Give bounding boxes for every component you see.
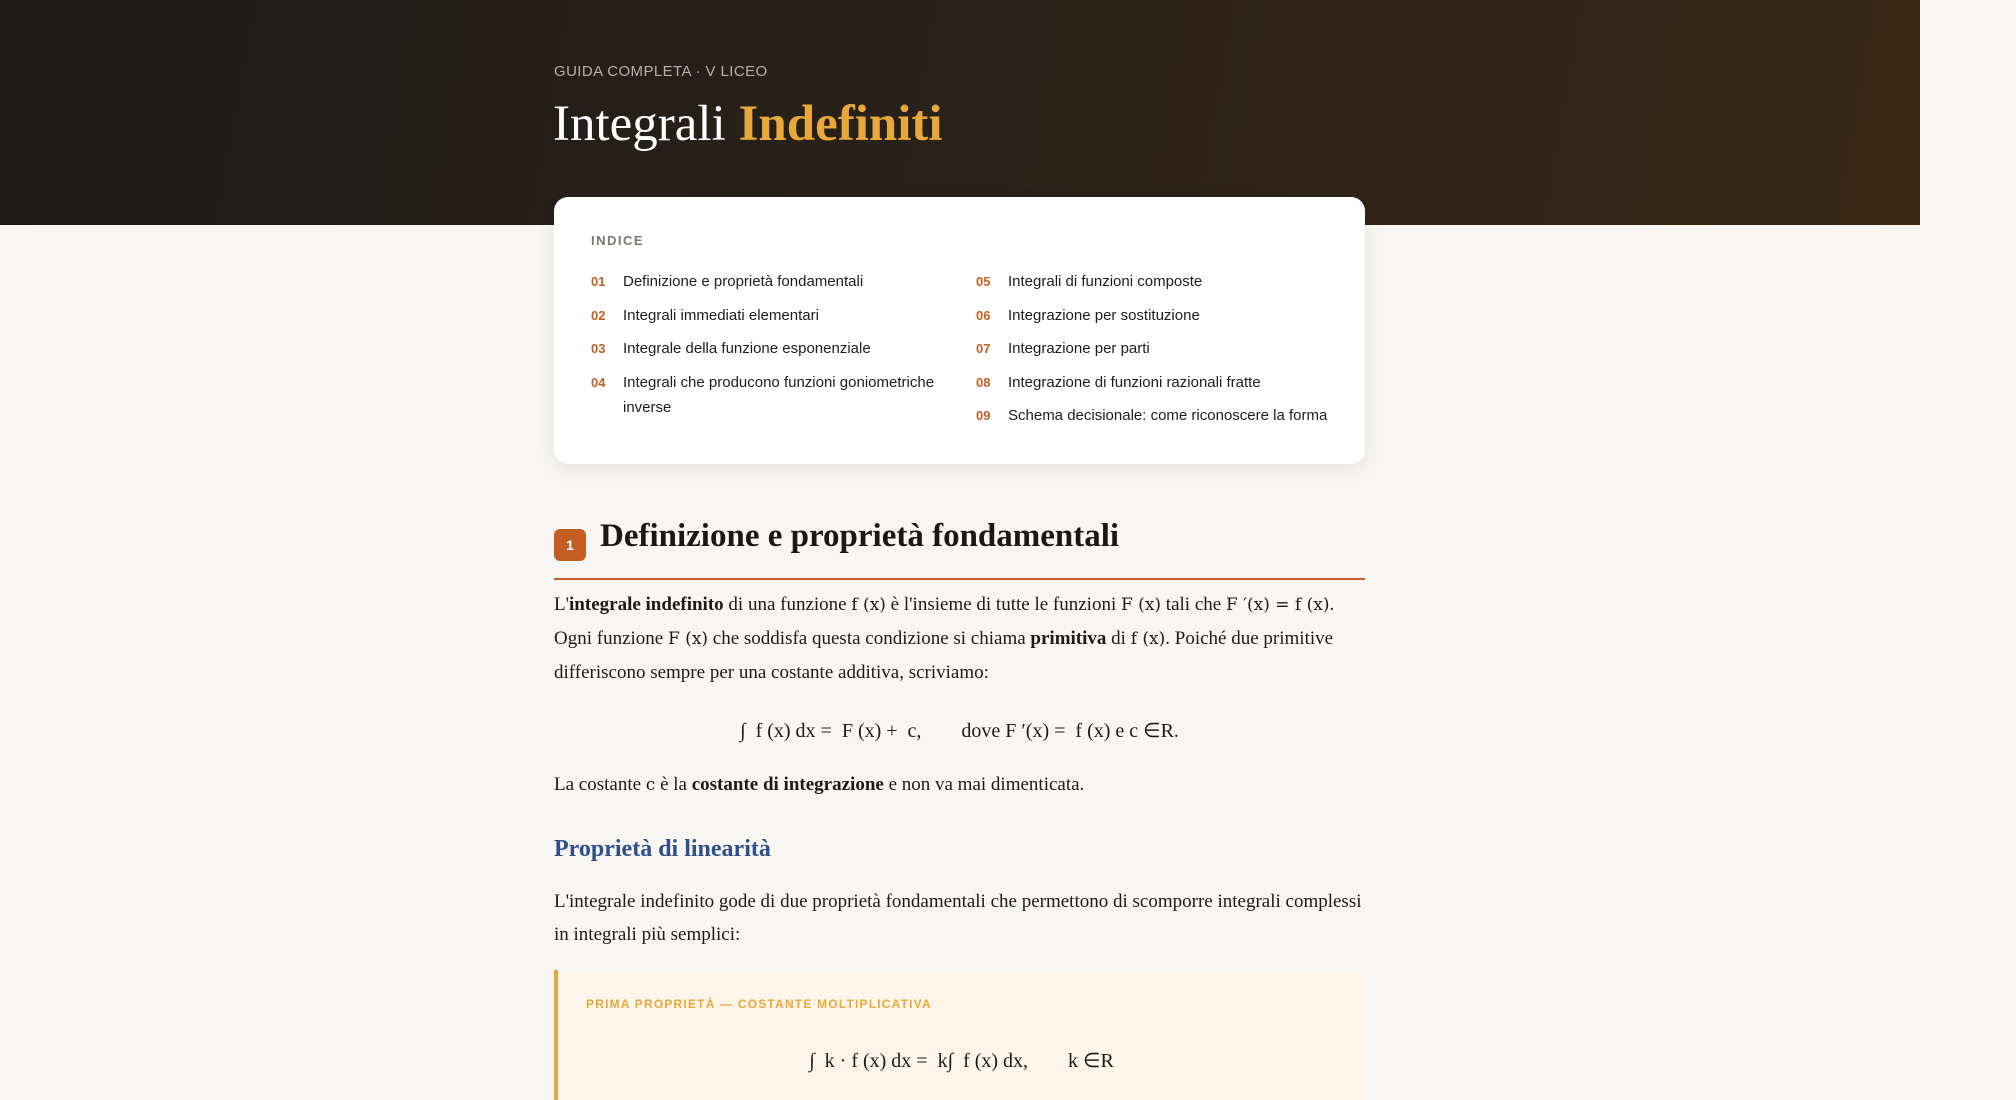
toc-link[interactable]: Integrazione per parti: [1008, 340, 1150, 357]
section-title: Definizione e proprietà fondamentali: [600, 518, 1120, 554]
toc-label: INDICE: [591, 233, 645, 248]
property-formula: ∫ k · f (x) dx = k∫ f (x) dx, k ∈R: [809, 1050, 1114, 1072]
subheading-linearity: Proprietà di linearità: [554, 836, 771, 862]
toc-item[interactable]: [591, 370, 941, 420]
integral-decoration-icon: ∫: [1860, 35, 2016, 384]
toc-num: 06: [976, 307, 991, 323]
toc-item[interactable]: [976, 403, 1346, 428]
section-number-badge: 1: [554, 529, 586, 561]
page-title: [553, 96, 943, 152]
linearity-paragraph: L'integrale indefinito gode di due proprietà fondamentali che permettono di scomporre integrali complessi in integrali più semplici:: [554, 891, 1362, 945]
constant-paragraph: La costante c è la costante di integrazione e non va mai dimenticata.: [554, 774, 1085, 795]
toc-num: 02: [591, 307, 606, 323]
toc-num: 01: [591, 274, 606, 289]
toc-num: 04: [591, 374, 606, 390]
toc-item[interactable]: [976, 269, 1346, 294]
toc-item[interactable]: [976, 336, 1346, 361]
toc-link[interactable]: Integrazione di funzioni razionali fratte: [1008, 373, 1261, 391]
toc-item[interactable]: [976, 303, 1346, 328]
toc-link[interactable]: Definizione e proprietà fondamentali: [623, 273, 864, 290]
toc-item[interactable]: [591, 303, 941, 328]
kicker: GUIDA COMPLETA · V LICEO: [554, 63, 768, 80]
property-label: PRIMA PROPRIETÀ — COSTANTE MOLTIPLICATIVA: [586, 997, 932, 1011]
toc-num: 05: [976, 274, 991, 289]
toc-link[interactable]: Integrali di funzioni composte: [1008, 273, 1203, 290]
toc-item[interactable]: [591, 336, 941, 361]
definition-paragraph: L'integrale indefinito di una funzione f (x) è l'insieme di tutte le funzioni F (x) tali che F ′(x) = f (x). Ogni funzione F (x) che soddisfa questa condizione si chiama primitiva di f (x). Poiché due primitive differiscono sempre per una costante additiva, scriviamo:: [554, 594, 1335, 683]
toc-num: 08: [976, 374, 991, 390]
table-of-contents: [554, 197, 1365, 464]
section-divider: [554, 578, 1365, 580]
toc-link[interactable]: Integrali che producono funzioni goniometriche inverse: [623, 373, 935, 416]
toc-item[interactable]: [976, 370, 1346, 395]
toc-link[interactable]: Schema decisionale: come riconoscere la forma: [1008, 407, 1328, 424]
title-plain: Integrali: [553, 96, 726, 152]
toc-link[interactable]: Integrali immediati elementari: [623, 306, 819, 324]
main-formula: ∫ f (x) dx = F (x) + c, dove F ′(x) = f (x) e c ∈R.: [740, 720, 1179, 742]
toc-num: 09: [976, 408, 991, 423]
toc-num: 07: [976, 341, 991, 356]
toc-link[interactable]: Integrazione per sostituzione: [1008, 306, 1200, 324]
property-box: [554, 970, 1365, 1100]
toc-num: 03: [591, 341, 606, 356]
toc-item[interactable]: [591, 269, 941, 294]
toc-link[interactable]: Integrale della funzione esponenziale: [623, 340, 871, 357]
title-accent: Indefiniti: [738, 96, 943, 152]
